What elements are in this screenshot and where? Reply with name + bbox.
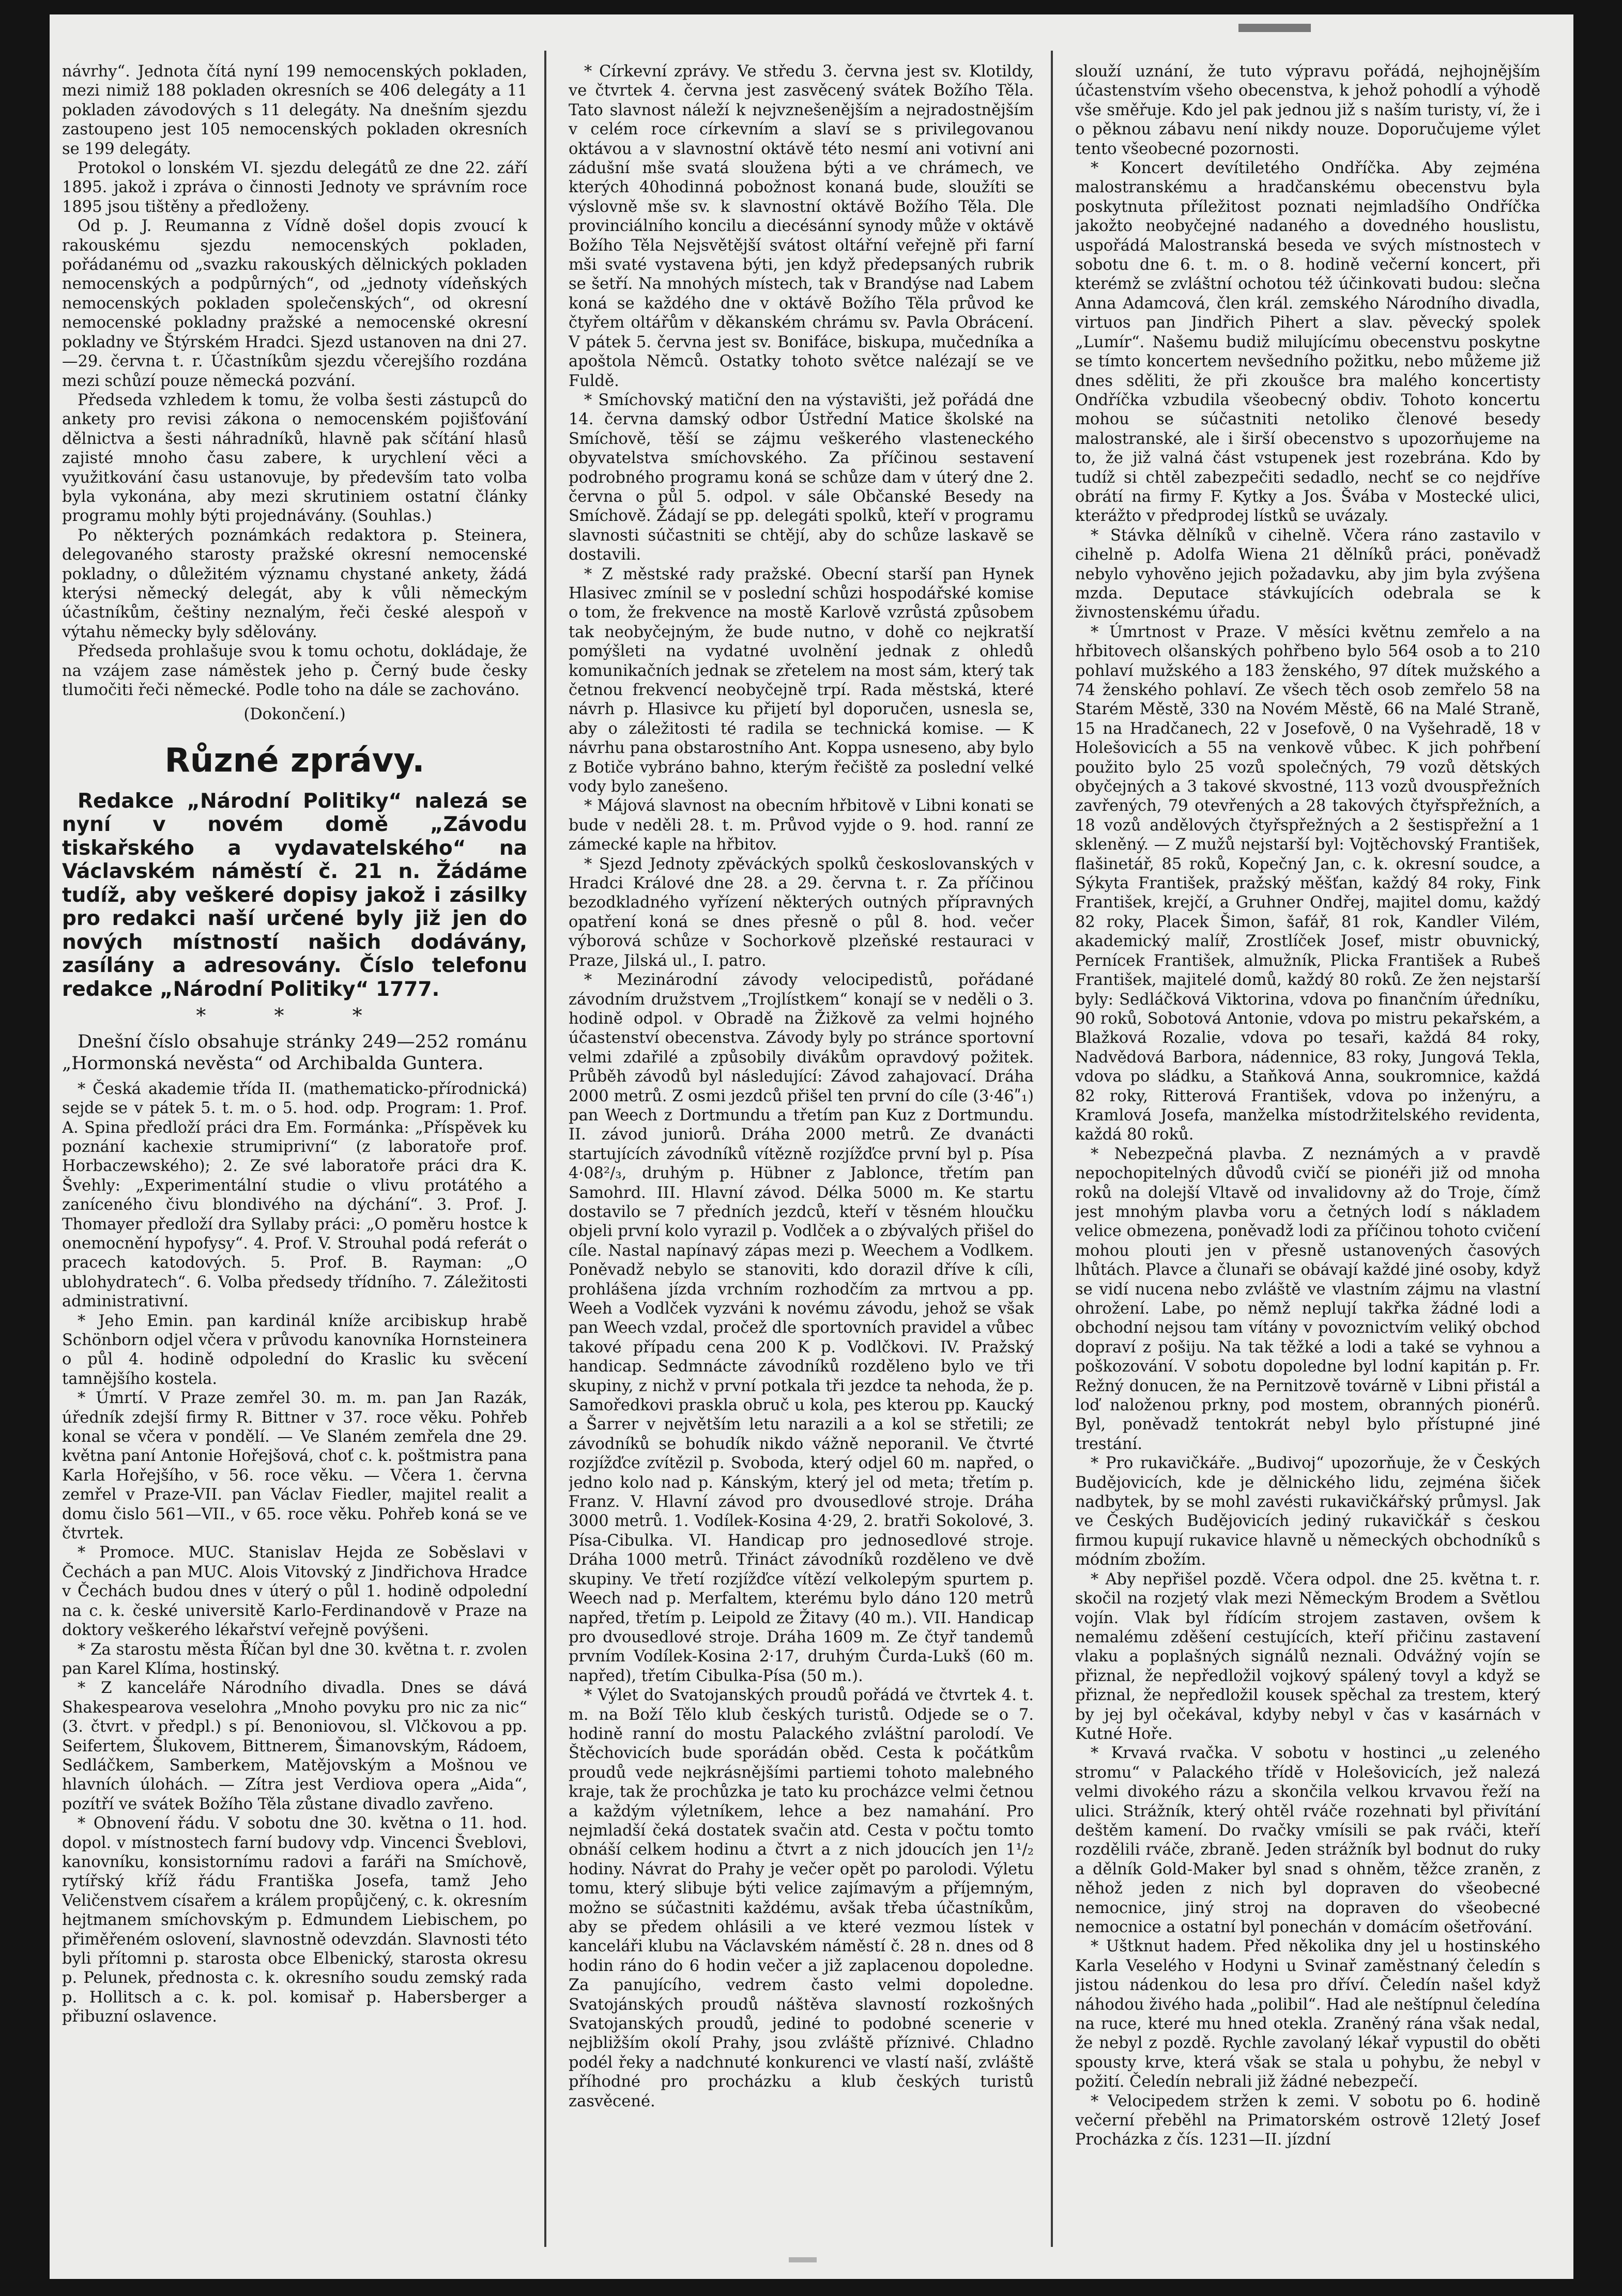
news-item: * Krvavá rvačka. V sobotu v hostinci „u zeleného stromu“ v Palackého třídě v Holešovicích, jež nalezá velmi divokého rázu a skončila velkou krvavou řeží na ulici. Strážník, který ohtěl rváče rozehnati byl přivítání deštěm kamení. Do rvačky vmísili se pak rváči, kteří rozdělili rváče, zbraně. Jeden strážník byl bodnut do ruky a dělník Gold-Maker byl snad s ohněm, těžce zraněn, z něhož jeden z nich byl dopraven do všeobecné nemocnice, jiný stroj na dopraven do všeobecné nemocnice a ostatní byl ponechán v domácím ošetřování.: [1075, 1744, 1540, 1936]
article-paragraph: Po některých poznámkách redaktora p. Steinera, delegovaného starosty pražské okresní nemocenské pokladny, o důležitém významu chystané ankety, žádá kterýsi německý delegát, aby k vůli německým účastníkům, češtiny neznalým, řeči české alespoň v výtahu německy byly sdělovány.: [62, 526, 527, 641]
news-item: * Stávka dělníků v cihelně. Včera ráno zastavilo v cihelně p. Adolfa Wiena 21 dělníků práci, poněvadž nebylo vyhověno jejich požadavku, aby jim byla zvýšena mzda. Deputace stávkujících odebrala se k živnostenskému úřadu.: [1075, 526, 1540, 622]
news-item: * Velocipedem stržen k zemi. V sobotu po 6. hodině večerní přeběhl na Primatorském ostrově 12letý Josef Procházka z čís. 1231—II. jízdní: [1075, 2092, 1540, 2149]
continued-note: (Dokončení.): [243, 705, 346, 724]
separator-stars: * * *: [196, 1004, 393, 1027]
news-item: slouží uznání, že tuto výpravu pořádá, nejhojnějším účastenstvím všeho obecenstva, k jehož pohodlí a výhodě vše směřuje. Kdo jel pak jednou již s naším turisty, ví, že i o pěknou zábavu není nikdy nouze. Doporučujeme výlet tento všeobecné pozornosti.: [1075, 63, 1540, 158]
column-2: [569, 62, 1034, 2218]
footer-mark: [789, 2257, 817, 2262]
news-item: * Smíchovský matiční den na výstavišti, jež pořádá dne 14. června damský odbor Ústřední Matice školské na Smíchově, těší se zájmu veškerého vlasteneckého obyvatelstva smíchovského. Za příčinou sestavení podrobného programu koná se schůze dam v úterý dne 2. června o půl 5. odpol. v sále Občanské Besedy na Smíchově. Žádají se pp. delegáti spolků, kteří v programu slavnosti súčastniti se chtějí, aby do schůze laskavě se dostavili.: [569, 391, 1034, 564]
news-item: * Májová slavnost na obecním hřbitově v Libni konati se bude v neděli 28. t. m. Průvod vyjde o 9. hod. ranní ze zámecké kaple na hřbitov.: [569, 797, 1034, 854]
news-item: * Česká akademie třída II. (mathematicko-přírodnická) sejde se v pátek 5. t. m. o 5. hod. odp. Program: 1. Prof. A. Spina předloží práci dra Em. Formánka: „Příspěvek ku poznání kachexie strumiprivní“ (z laboratoře prof. Horbaczewského); 2. Ze své laboratoře práci dra K. Švehly: „Experimentální studie o vlivu protátého a zaníceného čivu blondivého na dýchání“. 3. Prof. J. Thomayer předloží dra Syllaby práci: „O poměru hostce k onemocnění hypofysy“. 4. Prof. V. Strouhal podá referát o pracech katodových. 5. Prof. B. Rayman: „O ublohydratech“. 6. Volba předsedy třídního. 7. Záležitosti administrativní.: [62, 1080, 527, 1311]
column-rule: [1051, 51, 1053, 2247]
news-item: * Úmrtí. V Praze zemřel 30. m. m. pan Jan Razák, úředník zdejší firmy R. Bittner v 37. roce věku. Pohřeb konal se včera v pondělí. — Ve Slaném zemřela dne 29. května paní Antonie Hořejšová, choť c. k. poštmistra pana Karla Hořejšího, v 56. roce věku. — Včera 1. června zemřel v Praze-VII. pan Václav Fiedler, majitel realit a domu čislo 561—VII., v 65. roce věku. Pohřeb koná se ve čtvrtek.: [62, 1389, 527, 1543]
article-paragraph: Předseda prohlašuje svou k tomu ochotu, dokládaje, že na vzájem zase náměstek jeho p. Černý bude česky tlumočiti řeči německé. Podle toho na dále se zachováno.: [62, 642, 527, 699]
newspaper-page: [50, 14, 1573, 2279]
news-item: * Aby nepřišel pozdě. Včera odpol. dne 25. května t. r. skočil na rozjetý vlak mezi Německým Brodem a Světlou vojín. Vlak byl řídícím strojem zastaven, ovšem k nemalému zděšení cestujících, kteří přičinu zastavení vlaku a poplašných signálů neznali. Odvážný vojín se přiznal, že nepředložil vojkový spálený tovyl a když se přiznal, že nepředložil kousek spěchal za trestem, který by jej byl očekával, kdyby nebyl v čas v kasárnách v Kutné Hoře.: [1075, 1570, 1540, 1743]
news-item: * Sjezd Jednoty zpěváckých spolků českoslovanských v Hradci Králové dne 28. a 29. června t. r. Za příčinou bezodkladného vyřízení některých outných přípravných opatření koná se dnes přesně o půl 8. hod. večer výborová schůze v Sochorkově plzeňské restauraci v Praze, Jilská ul., I. patro.: [569, 855, 1034, 970]
news-item: * Mezinárodní závody velocipedistů, pořádané závodním družstvem „Trojlístkem“ konají se v neděli o 3. hodině odpol. v Obradě na Žižkově za velmi hojného účastenství obecenstva. Závody byly po stránce sportovní velmi zdařilé a způsobily divákům opravdový požitek. Průběh závodů byl následující: Závod zahajovací. Dráha 2000 metrů. Z osmi jezdců přišel ten první do cíle (3·46ʺ₁) pan Weech z Dortmundu a třetím pan Kuz z Dortmundu. II. závod juniorů. Dráha 2000 metrů. Ze dvanácti startujících závodníků vítězně rozjížďce první byl p. Písa 4·08²/₃, druhým p. Hübner z Jablonce, třetím pan Samohrd. III. Hlavní závod. Délka 5000 m. Ke startu dostavilo se 7 předních jezdců, kteří v těsném hloučku objeli první kolo vyrazil p. Vodlček a o zbývalých přišel do cíle. Nastal napínavý zápas mezi p. Weechem a Vodlkem. Poněvadž nebylo se stanoviti, kdo dorazil dříve k cíli, prohlášena jízda vrchním rozhodčím za mrtvou a pp. Weeh a Vodlček vyzváni k novému závodu, jehož se však pan Weech vzdal, pročež dle sportovních pravidel a vůbec takové případu cena 200 K p. Vodlčkovi. IV. Pražský handicap. Sedmnácte závodníků rozděleno bylo ve tři skupiny, z nichž v první potkala tři jezdce ta nehoda, že p. Samoředkovi praskla obruč u kola, pes kterou pp. Kaucký a Šarrer v největším letu narazili a a kol se střetili; ze závodníků se bohudík nikdo vážně neporanil. Ve čtvrté rozjížďce zvítězil p. Svoboda, který odjel 60 m. napřed, o jedno kolo nad p. Kánským, který jel od meta; třetím p. Franz. V. Hlavní závod pro dvousedlové stroje. Dráha 3000 metrů. 1. Vodílek-Kosina 4·29, 2. bratři Sokolové, 3. Písa-Cibulka. VI. Handicap pro jednosedlové stroje. Dráha 1000 metrů. Třináct závodníků rozděleno ve dvě skupiny. Ve třetí rozjížďce vítězí velkolepým spurtem p. Weech nad p. Merfaltem, kterému bylo dáno 120 metrů napřed, třetím p. Leipold ze Žitavy (40 m.). VII. Handicap pro dvousedlové stroje. Dráha 1609 m. Ze čtyř tandemů prvním Vodílek-Kosina 2·17, druhým Čurda-Lukš (60 m. napřed), třetím Cibulka-Písa (50 m.).: [569, 971, 1034, 1685]
news-item: * Promoce. MUC. Stanislav Hejda ze Soběslavi v Čechách a pan MUC. Alois Vitovský z Jindřichova Hradce v Čechách budou dnes v úterý o půl 1. hodině odpolední na c. k. české universitě Karlo-Ferdinandově v Praze na doktory veškerého lékařství veřejně povýšeni.: [62, 1544, 527, 1640]
column-1: [62, 62, 527, 2218]
news-item: * Uštknut hadem. Před několika dny jel u hostinského Karla Veselého v Hodyni u Svinař zaměstnaný čeledín s jistou nádenkou do lesa pro dříví. Čeledín našel když náhodou živého hada „polibil“. Had ale neštípnul čeledína na ruce, které mu hned otekla. Zraněný rána však nedal, že nebyl z pozdě. Rychle zavolaný lékař vypustil do oběti spousty krve, která však se stala u pohybu, že nebyl v požití. Čeledín nebrali již žádné nebezpečí.: [1075, 1937, 1540, 2091]
editorial-notice: Redakce „Národní Politiky“ nalezá se nyní v novém domě „Závodu tiskařského a vydavatelského“ na Václavském náměstí č. 21 n. Žádáme tudíž, aby veškeré dopisy jakož i zásilky pro redakci naší určené byly již jen do nových místností našich dodávány, zasílány a adresovány. Číslo telefonu redakce „Národní Politiky“ 1777.: [62, 789, 527, 1001]
article-paragraph: Od p. J. Reumanna z Vídně došel dopis zvoucí k rakouskému sjezdu nemocenských pokladen, pořádanému od „svazku rakouských dělnických pokladen nemocenských a podpůrných“, od „jednoty vídeňských nemocenských pokladen společenských“, od okresní nemocenské pokladny pražské a nemocenské okresní pokladny ve Štýrském Hradci. Sjezd ustanoven na dni 27.—29. června t. r. Účastníkům sjezdu včerejšího rozdána mezi schůzí pouze německá pozvání.: [62, 217, 527, 390]
news-item: * Úmrtnost v Praze. V měsíci květnu zemřelo a na hřbitovech olšanských pohřbeno bylo 564 osob a to 210 pohlaví mužského a 183 ženského, 97 dítek mužského a 74 ženského pohlaví. Ze všech těch osob zemřelo 58 na Starém Městě, 330 na Novém Městě, 66 na Malé Straně, 15 na Hradčanech, 22 v Josefově, 0 na Vyšehradě, 18 v Holešovicích a 55 na venkově vůbec. K jich pohřbení použito bylo 25 vozů společných, 79 vozů dětských obyčejných a 3 takové skvostné, 113 vozů dvouspřežních zavřených, 79 otevřených a 28 takových čtyřspřežních, a 18 vozů andělových čtyřspřežných a 2 šestispřežní a 1 skleněný. — Z mužů nejstarší byl: Vojtěchovský František, flašinetář, 85 roků, Kopečný Jan, c. k. okresní soudce, a Sýkyta František, pražský měšťan, každý 84 roky, Fink František, krejčí, a Gruhner Ondřej, majitel domu, každý 82 roky, Placek Šimon, šafář, 81 rok, Kandler Vilém, akademický malíř, Zrostlíček Josef, mistr obuvnický, Pernícek František, almužník, Plicka František a Rubeš František, majitelé domů, každý 80 roků. Ze žen nejstarší byly: Sedláčková Viktorina, vdova po finančním úředníku, 90 roků, Sobotová Antonie, vdova po mistru pekařském, a Blažková Rozalie, vdova po tesaři, každá 84 roky, Nadvědová Barbora, nádennice, 83 roky, Jungová Tekla, vdova po sládku, a Staňková Anna, soukromnice, každá 82 roky, Ritterová František, vdova po inženýru, a Kramlová Josefa, manželka místodržitelského revidenta, každá 80 roků.: [1075, 623, 1540, 1144]
article-paragraph: návrhy“. Jednota čítá nyní 199 nemocenských pokladen, mezi nimiž 188 pokladen okresních se 406 delegáty a 11 pokladen závodových s 11 delegáty. Na dnešním sjezdu zastoupeno jest 105 nemocenských pokladen okresních se 199 delegáty.: [62, 63, 527, 158]
column-rule: [544, 51, 546, 2247]
news-item: * Pro rukavičkáře. „Budivoj“ upozorňuje, že v Českých Budějovicích, kde je dělnického lidu, zejména šiček nadbytek, by se mohl zavésti rukavičkářský průmysl. Jak ve Českých Budějovicích jediný rukavičkář s českou firmou kupují rukavice hlavně u německých obchodníků s módním zbožím.: [1075, 1454, 1540, 1569]
section-title: Různé zprávy.: [164, 741, 425, 780]
column-header-mark: [1238, 24, 1311, 32]
news-item: * Obnovení řádu. V sobotu dne 30. května o 11. hod. dopol. v místnostech farní budovy vdp. Vincenci Šveblovi, kanovníku, konsistornímu radovi a faráři na Smíchově, rytířský kříž řádu Františka Josefa, tamž Jeho Veličenstvem císařem a králem propůjčený, c. k. okresním hejtmanem smíchovským p. Edmundem Liebischem, po přiměřeném oslovení, slavnostně odevzdán. Slavnosti této byli přítomni p. starosta obce Elbenický, starosta okresu p. Pelunek, přednosta c. k. okresního soudu zemský rada p. Hollitsch a c. k. pol. komisař p. Habersberger a přibuzní oslavence.: [62, 1814, 527, 2026]
news-item: * Za starostu města Říčan byl dne 30. května t. r. zvolen pan Karel Klíma, hostinský.: [62, 1640, 527, 1678]
news-item: * Koncert devítiletého Ondříčka. Aby zejména malostranskému a hradčanskému obecenstvu byla poskytnuta příležitost poznati nejmladšího Ondříčka jakožto neobyčejné nadaného a dovedného houslistu, uspořádá Malostranská beseda ve svých místnostech v sobotu dne 6. t. m. o 8. hodině večerní koncert, při kterémž se zvláštní ochotou též účinkovati budou: slečna Anna Adamcová, člen král. zemského Národního divadla, virtuos pan Jindřich Pihert a slav. pěvecký spolek „Lumír“. Našemu budiž milujícímu obecenstvu poskytne se tímto koncertem nevšedního požitku, nebo můžeme již dnes sděliti, že při zkoušce bra malého koncertisty Ondříčka vzbudila všeobecný obdiv. Tohoto koncertu mohou se súčastniti netoliko členové besedy malostranské, ale i širší obecenstvo s upozorňujeme na to, že již valná část vstupenek jest rozebrána. Kdo by tudíž si chtěl zabezpečiti sedadlo, nechť se co nejdříve obrátí na firmy F. Kytky a Jos. Švába v Mostecké ulici, kterážto v předprodej lístků se uvázaly.: [1075, 159, 1540, 526]
news-item: * Jeho Emin. pan kardinál kníže arcibiskup hrabě Schönborn odjel včera v průvodu kanovníka Hornsteinera o půl 4. hodině odpolední do Kraslic ku svěcení tamnějšího kostela.: [62, 1312, 527, 1388]
issue-note: Dnešní číslo obsahuje stránky 249—252 románu „Hormonská nevěsta“ od Archibalda Guntera.: [62, 1031, 527, 1074]
column-3: [1075, 62, 1540, 2218]
article-paragraph: Protokol o lonském VI. sjezdu delegátů ze dne 22. září 1895. jakož i zpráva o činnosti Jednoty ve správním roce 1895 jsou tištěny a předloženy.: [62, 159, 527, 216]
news-item: * Nebezpečná plavba. Z neznámých a v pravdě nepochopitelných důvodů cvičí se pionéři již od mnoha roků na dolejší Vltavě od invalidovny až do Troje, čímž jest mnohým plavba voru a četných lodí s nákladem velice obmezena, poněvadž lodi za příčinou tohoto cvičení mohou plouti jen v přesně ustanovených časových lhůtách. Plavce a člunaři se obávají každé jiné osoby, když se vidí nucena nebo zvláště ve vlastním zájmu na vlastní ohrožení. Labe, po němž neplují takřka žádné lodi a obchodní nejsou tam vítány v povoznictvím veliký obchod dopraví z pošiju. Na tak těžké a lodi a také se vyhnou a poškozování. V sobotu dopoledne byl lodní kapitán p. Fr. Režný donucen, že na Pernitzově továrně v Libni přistál a loď naloženou prkny, pod mostem, obranných pionérů. Byl, poněvadž tentokrát nebyl bylo přístupné jiné trestání.: [1075, 1145, 1540, 1453]
news-item: * Církevní zprávy. Ve středu 3. června jest sv. Klotildy, ve čtvrtek 4. června jest zasvěcený svátek Božího Těla. Tato slavnost náleží k nejvznešenějším a nejradostnějším v celém roce církevním a slaví se s privilegovanou oktávou a v slavnostní oktávě této nesmí ani votivní ani zádušní mše svatá sloužena býti a ve chrámech, ve kterých 40hodinná pobožnost konaná bude, sloužíti se výslovně mše sv. k slavnostní oktávě Božího Těla. Dle provinciálního koncilu a diecésánní synody může v oktávě Božího Těla Nejsvětější svátost oltářní veřejně při farní mši svaté vystavena býti, jen když předepsaných rubrik se šetří. Na mnohých místech, tak v Brandýse nad Labem koná se každého dne v oktávě Božího Těla průvod ke čtyřem oltářům v děkanském chrámu sv. Pavla Obrácení. V pátek 5. června jest sv. Bonifáce, biskupa, mučedníka a apoštola Němců. Ostatky tohoto světce nalézají se ve Fuldě.: [569, 63, 1034, 390]
news-item: * Výlet do Svatojanských proudů pořádá ve čtvrtek 4. t. m. na Boží Tělo klub českých turistů. Odjede se o 7. hodině ranní do mostu Palackého zvláštní parolodí. Ve Štěchovicích bude sporádán oběd. Cesta k počátkům proudů vede nejkrásnějšími partiemi tohoto malebného kraje, tak že prochůzka je tato ku procházce velmi četnou a každým výletníkem, lehce a bez namahání. Pro nejmladší čeká dostatek svačin atd. Cesta v počtu tomto obnáší celkem hodinu a čtvrt a z nich jdoucích jen 1¹/₂ hodiny. Návrat do Prahy je večer opět po parolodi. Výletu tomu, který slibuje býti velice zajímavým a příjemným, možno se súčastniti každému, avšak třeba účastníkům, aby se předem ohlásili a ve které vezmou lístek v kanceláři klubu na Václavském náměstí č. 28 n. dnes od 8 hodin ráno do 6 hodin večer a již zaplacenou dopoledne. Za panujícího, vedrem často velmi dopoledne. Svatojánských proudů náštěva slavností rozkošných Svatojanských proudů, jediné to podobné scenerie v nejbližším okolí Prahy, jsou zvláště příznivé. Chladno podél řeky a nadchnuté konkurenci ve vlastí naší, zvláště příhodné pro procházku a klub českých turistů zasvěcené.: [569, 1686, 1034, 2110]
news-item: * Z kanceláře Národního divadla. Dnes se dává Shakespearova veselohra „Mnoho povyku pro nic za nic“ (3. čtvrt. v předpl.) s pí. Benoniovou, sl. Vlčkovou a pp. Seifertem, Šlukovem, Bittnerem, Šimanovským, Rádoem, Sedláčkem, Samberkem, Matějovským a Mošnou ve hlavních úlohách. — Zítra jest Verdiova opera „Aida“, pozítří ve svátek Božího Těla zůstane divadlo zavřeno.: [62, 1679, 527, 1813]
article-paragraph: Předseda vzhledem k tomu, že volba šesti zástupců do ankety pro revisi zákona o nemocenském pojišťování dělnictva a šesti náhradníků, hlavně pak sčítání hlasů zajisté mnoho času zabere, k urychlení věci a využitkování času ustanovuje, by především tato volba byla vykonána, aby mezi skrutiniem ostatní články programu mohly býti projednávány. (Souhlas.): [62, 391, 527, 526]
news-item: * Z městské rady pražské. Obecní starší pan Hynek Hlasivec zmínil se v poslední schůzi hospodářské komise o tom, že frekvence na mostě Karlově vzrůstá způsobem tak neobyčejným, že bude nutno, v dohě co nejkratší pomýšleti na vydatné uvolnění jednak z ohledů komunikačních jednak se zřetelem na most sám, který tak četnou frekvencí neobyčejně trpí. Rada městská, které návrh p. Hlasivce ku přijetí byl doporučen, usnesla se, aby o záležitosti té radila se technická komise. — K návrhu pana obstarostního Ant. Koppa usneseno, aby bylo z Botiče vybráno bahno, kterým řečiště za poslední velké vody bylo zanešeno.: [569, 565, 1034, 796]
